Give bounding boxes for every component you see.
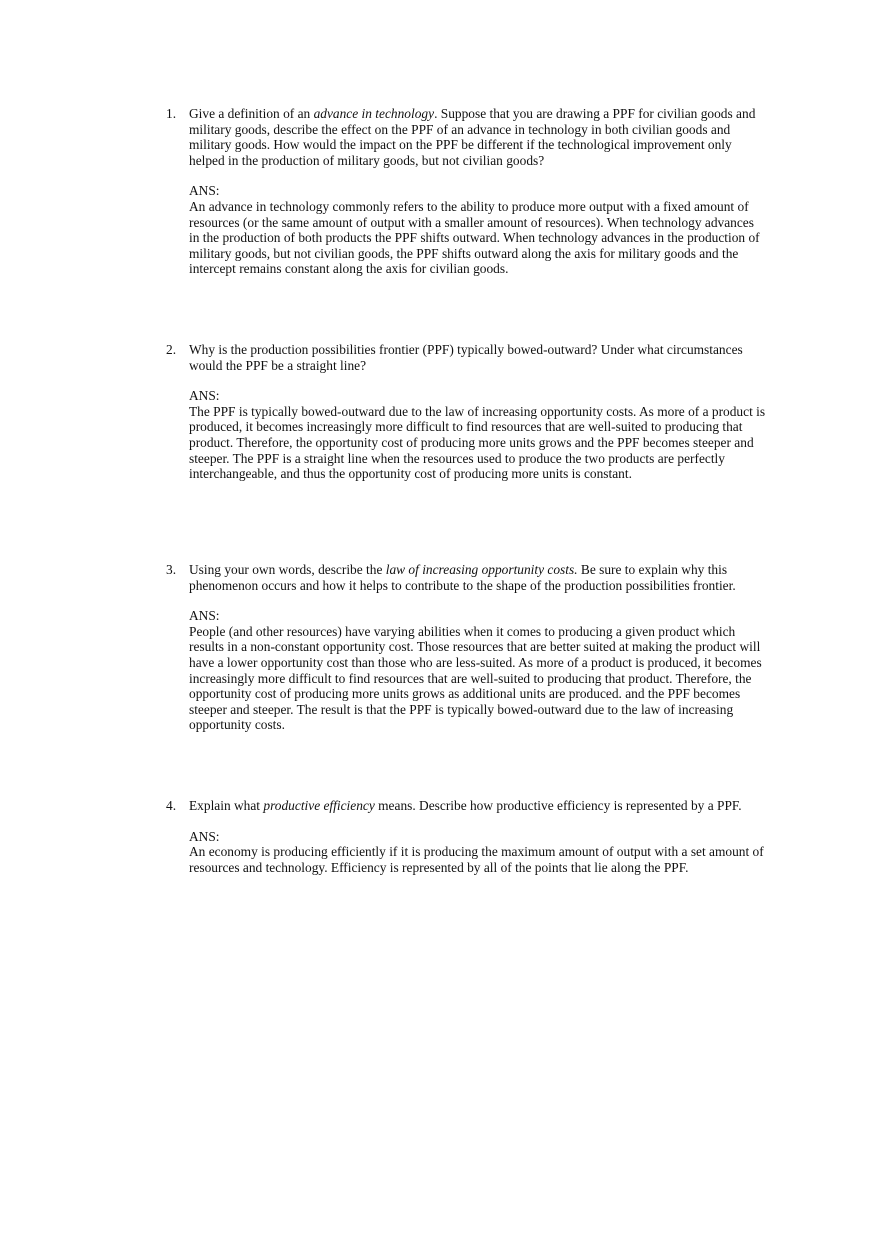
answer-label: ANS:	[189, 828, 220, 844]
question-1	[166, 106, 766, 277]
answer-text: An economy is producing efficiently if it is producing the maximum amount of output with a set amount of resources and technology. Efficiency is represented by all of the points that lie along the PPF.	[189, 844, 764, 875]
question-number: 1.	[166, 106, 177, 121]
question-text: Using your own words, describe the law of increasing opportunity costs. Be sure to explain why this phenomenon occurs and how it helps to contribute to the shape of the production possibilities frontier.	[189, 562, 736, 593]
answer-text: An advance in technology commonly refers to the ability to produce more output with a fixed amount of resources (or the same amount of output with a smaller amount of resources). When technology advances in the production of both products the PPF shifts outward. When technology advances in the production of military goods, but not civilian goods, the PPF shifts outward along the axis for military goods and the intercept remains constant along the axis for civilian goods.	[189, 198, 760, 277]
answer-label: ANS:	[189, 183, 220, 199]
emphasized-term: advance in technology	[313, 106, 435, 121]
answer-text: People (and other resources) have varying abilities when it comes to producing a given product which results in a non-constant opportunity cost. Those resources that are better suited at making the product will have a lower opportunity cost than those who are less-suited. As more of a product is produced, it becomes increasingly more difficult to find resources that are well-suited to producing that product. Therefore, the opportunity cost of producing more units grows as additional units are produced. and the PPF becomes steeper and steeper. The result is that the PPF is typically bowed-outward due to the law of increasing opportunity costs.	[189, 623, 762, 733]
question-number: 2.	[166, 342, 177, 357]
question-3	[166, 562, 766, 733]
question-number: 3.	[166, 562, 177, 577]
answer-label: ANS:	[189, 388, 220, 404]
question-text: Why is the production possibilities frontier (PPF) typically bowed-outward? Under what circumstances would the PPF be a straight line?	[189, 342, 743, 373]
answer-label: ANS:	[189, 608, 220, 624]
emphasized-term: productive efficiency	[263, 798, 375, 813]
question-text: Give a definition of an advance in technology. Suppose that you are drawing a PPF for civilian goods and military goods, describe the effect on the PPF of an advance in technology in both civilian goods and military goods. How would the impact on the PPF be different if the technological improvement only helped in the production of military goods, but not civilian goods?	[189, 106, 756, 168]
answer-text: The PPF is typically bowed-outward due to the law of increasing opportunity costs. As more of a product is produced, it becomes increasingly more difficult to find resources that are well-suited to producing that product. Therefore, the opportunity cost of producing more units grows and the PPF becomes steeper and steeper. The PPF is a straight line when the resources used to produce the two products are perfectly interchangeable, and thus the opportunity cost of producing more units is constant.	[189, 403, 766, 482]
question-text: Explain what productive efficiency means. Describe how productive efficiency is represented by a PPF.	[189, 798, 742, 813]
question-2	[166, 342, 766, 482]
question-number: 4.	[166, 798, 177, 813]
emphasized-term: law of increasing opportunity costs.	[385, 562, 578, 577]
question-4	[166, 798, 766, 875]
